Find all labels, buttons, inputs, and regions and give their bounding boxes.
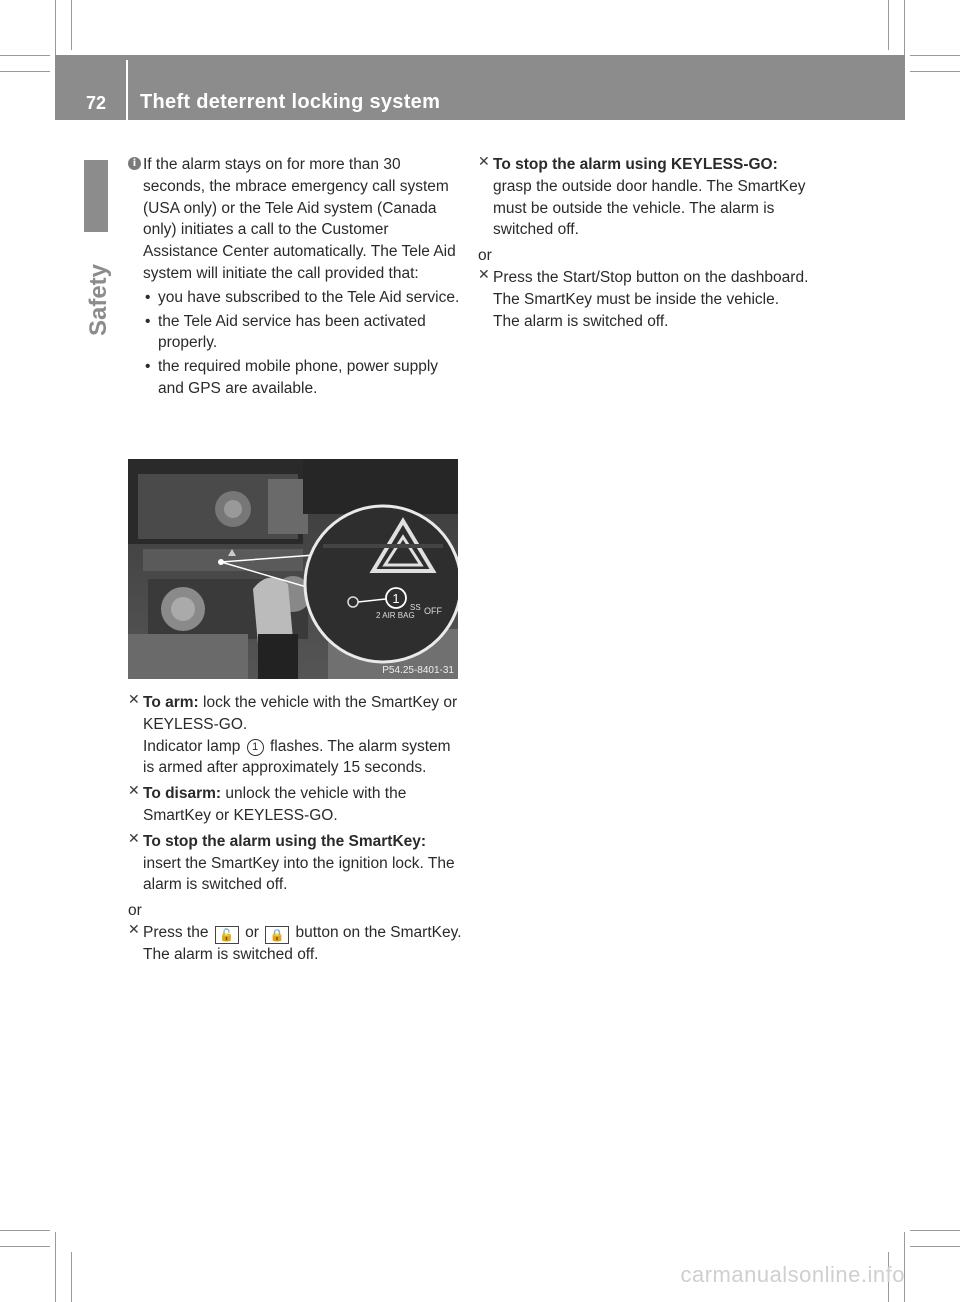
step-text: flashes. The alarm system is armed after approximately 15 seconds. [143, 737, 451, 777]
step-text: Indicator lamp [143, 737, 245, 755]
dashboard-photo [128, 459, 458, 679]
info-bullets [143, 287, 463, 400]
step-press-button [128, 922, 463, 966]
callout-number-icon: 1 [247, 739, 264, 756]
left-column [128, 154, 463, 402]
step-text: Press the [143, 923, 213, 941]
crop-mark [888, 0, 889, 50]
lock-icon: 🔒 [265, 926, 289, 944]
crop-mark [0, 71, 50, 72]
crop-mark [0, 55, 50, 56]
step-label: To stop the alarm using the SmartKey: [143, 832, 427, 850]
right-column [478, 154, 818, 336]
list-item: • the required mobile phone, power supply and GPS are available. [143, 356, 463, 400]
step-arrow-icon: ✕ [128, 692, 140, 708]
figure-reference: P54.25-8401-31 [382, 665, 454, 676]
left-steps [128, 692, 463, 970]
or-separator: or [478, 247, 492, 265]
step-label: To disarm: [143, 785, 222, 803]
section-tab-label [79, 245, 119, 355]
page-number: 72 [86, 93, 107, 113]
crop-mark [910, 1230, 960, 1231]
crop-mark [910, 1246, 960, 1247]
crop-mark [910, 55, 960, 56]
section-tab-text: Safety [85, 263, 112, 337]
list-item: • the Tele Aid service has been activated properly. [143, 311, 463, 355]
crop-mark [910, 71, 960, 72]
step-text: or [240, 923, 264, 941]
info-note [128, 154, 463, 400]
crop-mark [0, 1246, 50, 1247]
info-note-text: If the alarm stays on for more than 30 seconds, the mbrace emergency call system (USA only) or the Tele Aid system (Canada only) initiates a call to the Customer Assistance Center automatically. The Tele Aid system will initiate the call provided that: [143, 156, 456, 282]
step-label: To arm: [143, 694, 199, 711]
section-tab-block [84, 160, 108, 232]
panel-text: SS [410, 603, 421, 612]
step-arrow-icon: ✕ [128, 921, 140, 938]
panel-text: OFF [424, 606, 442, 616]
step-arrow-icon: ✕ [478, 154, 490, 170]
watermark: carmanualsonline.info [680, 1262, 905, 1287]
step-text: unlock the vehicle with the SmartKey or KEYLESS-GO. [143, 785, 407, 824]
step-arrow-icon: ✕ [128, 783, 140, 800]
step-text: Press the Start/Stop button on the dashboard. The SmartKey must be inside the vehicle. [493, 268, 809, 308]
header-divider [126, 60, 128, 120]
step-start-stop [478, 267, 818, 332]
step-stop-keyless [478, 154, 818, 241]
step-arrow-icon: ✕ [128, 830, 140, 847]
step-arrow-icon: ✕ [478, 266, 490, 283]
info-icon: i [128, 157, 141, 170]
step-text: button on the SmartKey. [291, 923, 462, 941]
callout-number: 1 [392, 591, 400, 606]
step-arm [128, 692, 463, 779]
or-separator: or [128, 902, 142, 920]
step-disarm [128, 783, 463, 827]
unlock-icon: 🔓 [215, 926, 239, 944]
list-item: • you have subscribed to the Tele Aid service. [143, 287, 463, 309]
crop-mark [71, 0, 72, 50]
crop-mark [71, 1252, 72, 1302]
step-text: lock the vehicle with the SmartKey or KEYLESS-GO. [143, 694, 458, 733]
crop-mark [55, 1232, 56, 1302]
page-title: Theft deterrent locking system [140, 91, 441, 113]
step-label: To stop the alarm using KEYLESS-GO: [493, 156, 778, 173]
step-text: grasp the outside door handle. The SmartKey must be outside the vehicle. The alarm is switched off. [493, 177, 806, 239]
panel-text: 2 AIR BAG [376, 611, 415, 620]
crop-mark [0, 1230, 50, 1231]
step-stop-smartkey [128, 831, 463, 896]
step-text: The alarm is switched off. [493, 312, 669, 330]
step-text: insert the SmartKey into the ignition lock. The alarm is switched off. [143, 854, 455, 894]
step-text: The alarm is switched off. [143, 945, 319, 963]
